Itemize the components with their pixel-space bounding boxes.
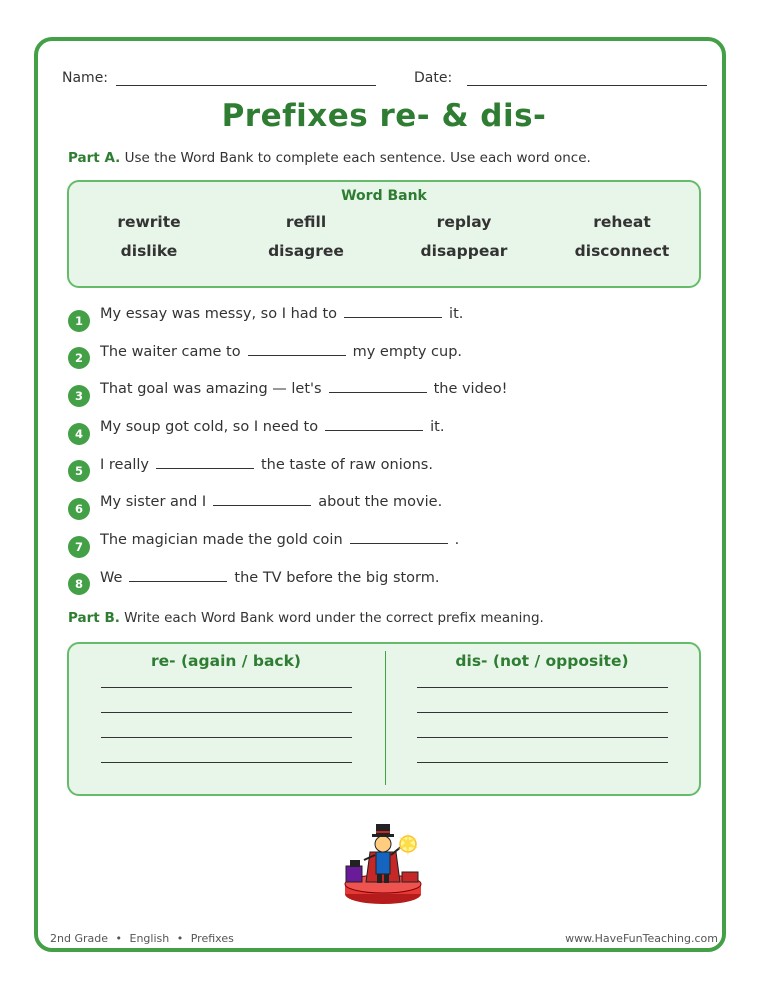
word-bank-word: disagree	[268, 242, 344, 260]
footer-subject: English	[129, 932, 170, 945]
question-number: 2	[68, 347, 90, 369]
right-leg	[384, 874, 389, 883]
left-leg	[377, 874, 382, 883]
word-bank-box	[67, 180, 701, 288]
sentence-text: My soup got cold, so I need to	[100, 419, 319, 435]
word-bank-word: reheat	[593, 213, 651, 231]
column-divider	[385, 651, 386, 785]
small-hat	[350, 860, 360, 867]
name-line[interactable]	[116, 85, 376, 86]
re-answer-line[interactable]	[101, 687, 352, 688]
sentence-text: it.	[449, 306, 464, 322]
sentence-text: the TV before the big storm.	[234, 570, 440, 586]
answer-blank[interactable]	[129, 567, 227, 582]
sentence-text: That goal was amazing — let's	[100, 381, 322, 397]
sentence-5	[100, 454, 433, 473]
date-line[interactable]	[467, 85, 707, 86]
sentence-text: I really	[100, 457, 149, 473]
magician-illustration	[336, 822, 432, 908]
magic-table	[402, 872, 418, 882]
footer-grade: 2nd Grade	[50, 932, 108, 945]
word-bank-word: disconnect	[574, 242, 670, 260]
sorting-box	[67, 642, 701, 796]
footer-separator: •	[115, 932, 122, 945]
footer-separator: •	[176, 932, 184, 945]
sentence-8	[100, 567, 440, 586]
dis-answer-line[interactable]	[417, 737, 668, 738]
dis-answer-line[interactable]	[417, 687, 668, 688]
sentence-1	[100, 303, 463, 322]
word-bank-word: replay	[436, 213, 492, 231]
sentence-text: the taste of raw onions.	[260, 457, 433, 473]
sentence-2	[100, 341, 462, 360]
dis-answer-line[interactable]	[417, 712, 668, 713]
date-label: Date:	[414, 70, 453, 86]
dis-answer-line[interactable]	[417, 762, 668, 763]
head	[375, 836, 391, 852]
footer-topic: Prefixes	[190, 932, 234, 945]
question-number: 6	[68, 498, 90, 520]
sentence-text: .	[454, 532, 460, 548]
name-label: Name:	[62, 70, 109, 86]
answer-blank[interactable]	[344, 303, 442, 318]
part-a-label: Part A.	[68, 150, 121, 166]
question-number: 7	[68, 536, 90, 558]
word-bank-word: refill	[285, 213, 327, 231]
word-bank-word: dislike	[120, 242, 178, 260]
question-number: 3	[68, 385, 90, 407]
answer-blank[interactable]	[156, 454, 254, 469]
magic-box	[346, 866, 362, 882]
page-title: Prefixes re- & dis-	[221, 98, 547, 134]
sentence-6	[100, 491, 442, 510]
sentence-text: My essay was messy, so I had to	[100, 306, 338, 322]
sentence-text: The magician made the gold coin	[100, 532, 343, 548]
re-answer-line[interactable]	[101, 737, 352, 738]
footer-website[interactable]: www.HaveFunTeaching.com	[565, 932, 718, 945]
word-bank-word: rewrite	[117, 213, 181, 231]
sentence-7	[100, 529, 459, 548]
question-number: 8	[68, 573, 90, 595]
answer-blank[interactable]	[248, 341, 346, 356]
word-bank-word: disappear	[420, 242, 508, 260]
part-b-label: Part B.	[68, 610, 120, 626]
sentence-3	[100, 378, 507, 397]
answer-blank[interactable]	[329, 378, 427, 393]
answer-blank[interactable]	[325, 416, 423, 431]
re-answer-line[interactable]	[101, 712, 352, 713]
sentence-4	[100, 416, 444, 435]
answer-blank[interactable]	[213, 491, 311, 506]
part-a-text: Use the Word Bank to complete each sentence. Use each word once.	[124, 150, 591, 166]
hat-band	[376, 831, 390, 833]
part-a-instructions	[68, 150, 591, 166]
sentence-text: the video!	[433, 381, 508, 397]
sentence-text: We	[100, 570, 123, 586]
re-answer-line[interactable]	[101, 762, 352, 763]
question-number: 1	[68, 310, 90, 332]
sentence-text: my empty cup.	[352, 344, 463, 360]
sentence-text: about the movie.	[318, 494, 443, 510]
sentence-text: it.	[430, 419, 445, 435]
part-b-instructions	[68, 610, 544, 626]
sentence-text: The waiter came to	[100, 344, 241, 360]
re-column-heading: re- (again / back)	[150, 652, 302, 670]
answer-blank[interactable]	[350, 529, 448, 544]
question-number: 4	[68, 423, 90, 445]
question-number: 5	[68, 460, 90, 482]
word-bank-title: Word Bank	[341, 188, 427, 204]
dis-column-heading: dis- (not / opposite)	[455, 652, 629, 670]
part-b-text: Write each Word Bank word under the correct prefix meaning.	[124, 610, 544, 626]
sentence-text: My sister and I	[100, 494, 207, 510]
top-hat	[376, 824, 390, 835]
suit	[376, 852, 390, 874]
footer-tags	[50, 932, 234, 945]
